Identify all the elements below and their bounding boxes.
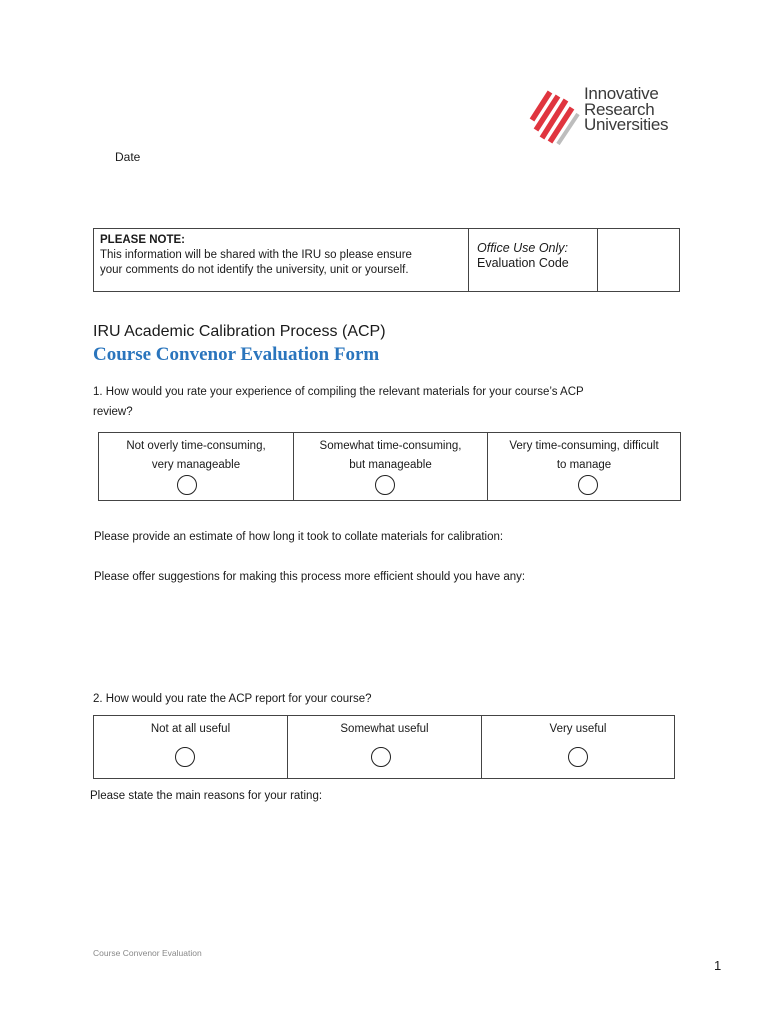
- q1-option-3: [488, 433, 680, 500]
- privacy-note: [94, 229, 469, 291]
- question-1-line-2: review?: [93, 406, 133, 418]
- footer-text: Course Convenor Evaluation: [93, 948, 202, 958]
- question-2: 2. How would you rate the ACP report for your course?: [93, 693, 372, 705]
- question-1-line-1: 1. How would you rate your experience of compiling the relevant materials for your course’s ACP: [93, 386, 584, 398]
- logo-line-3: Universities: [584, 115, 669, 134]
- logo-line-2: Research: [584, 99, 655, 119]
- q1-option-1-line-1: Not overly time-consuming,: [126, 440, 266, 452]
- form-title: Course Convenor Evaluation Form: [93, 344, 380, 365]
- q2-option-1: [94, 716, 288, 778]
- q1-option-2: [294, 433, 488, 500]
- suggestions-answer-area[interactable]: [94, 590, 680, 685]
- office-use-title: Office Use Only:: [477, 241, 568, 255]
- logo-text: [584, 86, 668, 133]
- iru-logo: [528, 86, 688, 146]
- reasons-prompt: Please state the main reasons for your rating:: [90, 790, 323, 802]
- q1-option-3-line-2: to manage: [556, 459, 612, 471]
- evaluation-code-label: Evaluation Code: [477, 256, 569, 270]
- q1-option-3-line-1: Very time-consuming, difficult: [509, 440, 659, 452]
- logo-stripes-icon: [528, 86, 584, 148]
- q2-option-1-radio[interactable]: [175, 747, 195, 767]
- q2-option-3: [482, 716, 674, 778]
- note-line-2: your comments do not identify the university, unit or yourself.: [100, 264, 409, 276]
- note-line-1: This information will be shared with the IRU so please ensure: [100, 249, 412, 261]
- q1-option-2-radio[interactable]: [375, 475, 395, 495]
- estimate-answer-area[interactable]: [94, 548, 680, 564]
- q2-option-3-radio[interactable]: [568, 747, 588, 767]
- acp-subtitle: IRU Academic Calibration Process (ACP): [93, 323, 386, 340]
- q1-option-3-radio[interactable]: [578, 475, 598, 495]
- q1-option-2-line-1: Somewhat time-consuming,: [319, 440, 462, 452]
- q2-option-2-label: Somewhat useful: [340, 723, 429, 735]
- q1-option-1-radio[interactable]: [177, 475, 197, 495]
- office-use-label: [469, 229, 598, 291]
- reasons-answer-area[interactable]: [90, 810, 680, 930]
- q2-option-2-radio[interactable]: [371, 747, 391, 767]
- suggestions-prompt: Please offer suggestions for making this process more efficient should you have any:: [94, 571, 526, 583]
- question-2-rating-table: [93, 715, 675, 779]
- q1-option-2-line-2: but manageable: [349, 459, 432, 471]
- q1-option-1: [99, 433, 294, 500]
- question-1-rating-table: [98, 432, 681, 501]
- page-number: 1: [714, 958, 722, 973]
- q2-option-1-label: Not at all useful: [150, 723, 231, 735]
- evaluation-code-field[interactable]: [598, 229, 679, 291]
- note-table: [93, 228, 680, 292]
- q2-option-3-label: Very useful: [549, 723, 607, 735]
- logo-line-1: Innovative: [584, 84, 659, 103]
- q1-option-1-line-2: very manageable: [151, 459, 241, 471]
- q2-option-2: [288, 716, 482, 778]
- question-1: [93, 382, 584, 422]
- estimate-prompt: Please provide an estimate of how long it took to collate materials for calibration:: [94, 531, 504, 543]
- note-title: PLEASE NOTE:: [100, 234, 185, 246]
- date-label: Date: [115, 150, 141, 164]
